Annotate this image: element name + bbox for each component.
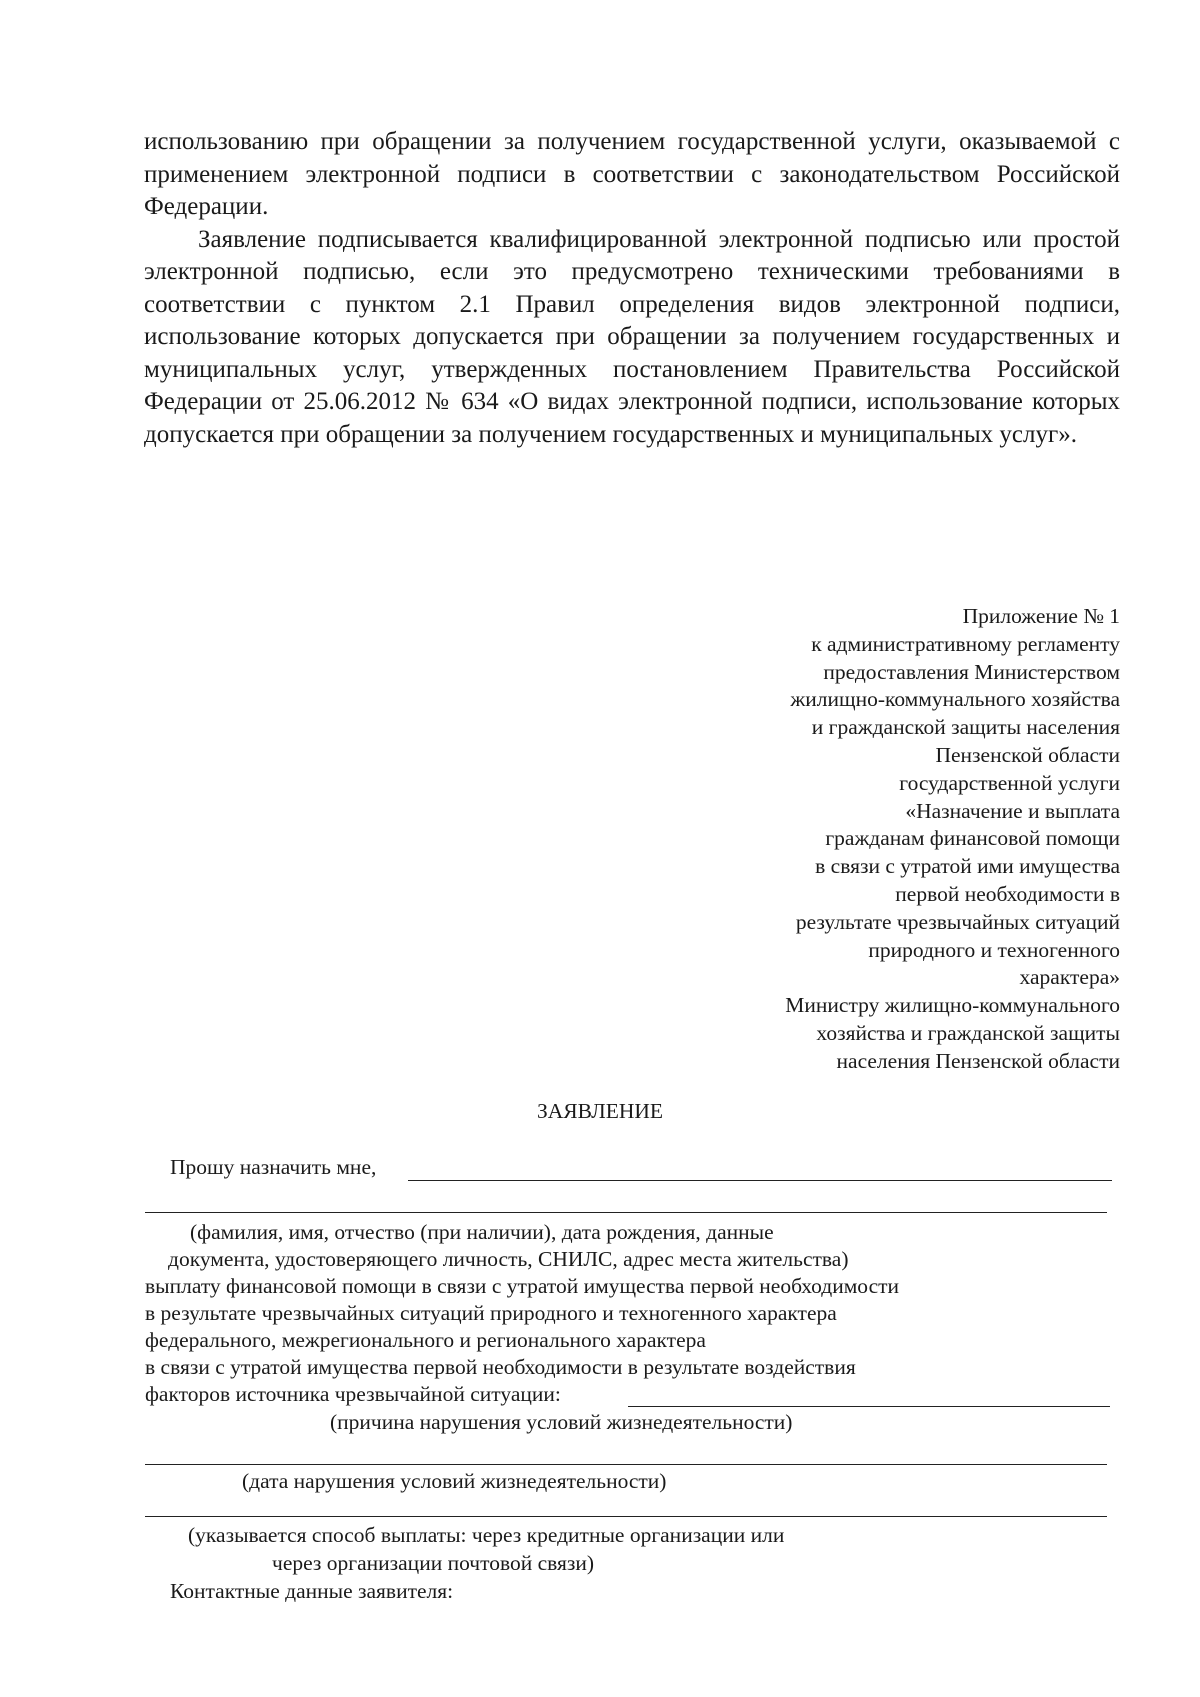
appendix-line: Министру жилищно-коммунального — [785, 993, 1120, 1018]
paragraph-continuation: использованию при обращении за получением государственной услуги, оказываемой с применением электронной подписи в соответствии с законодательством Российской Федерации. — [144, 128, 1120, 220]
date-field-line[interactable] — [145, 1464, 1107, 1465]
hint-payment-line-2: через организации почтовой связи) — [272, 1551, 595, 1575]
appendix-line: гражданам финансовой помощи — [825, 826, 1120, 851]
appendix-line: характера» — [1019, 965, 1120, 990]
appendix-line: предоставления Министерством — [823, 659, 1120, 684]
appendix-line: природного и техногенного — [868, 937, 1120, 962]
body-text — [144, 126, 1120, 451]
application-title: ЗАЯВЛЕНИЕ — [536, 1099, 664, 1123]
appendix-line: хозяйства и гражданской защиты — [816, 1020, 1120, 1045]
appendix-line: «Назначение и выплата — [905, 798, 1120, 823]
appendix-line: Пензенской области — [935, 742, 1120, 767]
applicant-name-field-line[interactable] — [408, 1180, 1112, 1181]
appendix-line: к административному регламенту — [811, 631, 1120, 656]
form-text-line-3: федерального, межрегионального и регионального характера — [145, 1328, 706, 1352]
form-text-line-1: выплату финансовой помощи в связи с утратой имущества первой необходимости — [145, 1274, 900, 1298]
hint-date: (дата нарушения условий жизнедеятельности) — [242, 1469, 667, 1493]
applicant-details-field-line[interactable] — [145, 1212, 1107, 1213]
appendix-line: Приложение № 1 — [962, 604, 1120, 628]
appendix-line: и гражданской защиты населения — [811, 715, 1120, 740]
hint-reason: (причина нарушения условий жизнедеятельности) — [330, 1410, 793, 1434]
form-text-line-5: факторов источника чрезвычайной ситуации: — [145, 1382, 561, 1406]
appendix-line: жилищно-коммунального хозяйства — [790, 687, 1120, 712]
appendix-line: результате чрезвычайных ситуаций — [795, 909, 1120, 934]
paragraph-signature: Заявление подписывается квалифицированной электронной подписью или простой электронной подписью, если это предусмотрено техническими требованиями в соответствии с пунктом 2.1 Правил определения видов электронной подписи, использование которых допускается при обращении за получением государственных и муниципальных услуг, утвержденных постановлением Правительства Российской Федерации от 25.06.2012 № 634 «О видах электронной подписи, использование которых допускается при обращении за получением государственных и муниципальных услуг». — [144, 225, 1120, 448]
appendix-line: в связи с утратой ими имущества — [815, 854, 1120, 879]
request-label: Прошу назначить мне, — [170, 1155, 377, 1179]
hint-person-line-1: (фамилия, имя, отчество (при наличии), дата рождения, данные — [190, 1220, 774, 1244]
appendix-line: первой необходимости в — [895, 881, 1120, 906]
form-text-line-2: в результате чрезвычайных ситуаций природного и техногенного характера — [145, 1301, 837, 1325]
appendix-header — [600, 603, 1120, 1076]
hint-payment-line-1: (указывается способ выплаты: через кредитные организации или — [188, 1523, 785, 1547]
contacts-label: Контактные данные заявителя: — [170, 1579, 454, 1603]
payment-method-field-line[interactable] — [145, 1516, 1107, 1517]
appendix-line: государственной услуги — [899, 770, 1120, 795]
form-text-line-4: в связи с утратой имущества первой необходимости в результате воздействия — [145, 1355, 856, 1379]
hint-person-line-2: документа, удостоверяющего личность, СНИЛС, адрес места жительства) — [168, 1247, 849, 1271]
reason-field-line[interactable] — [628, 1406, 1110, 1407]
appendix-line: населения Пензенской области — [836, 1048, 1120, 1073]
